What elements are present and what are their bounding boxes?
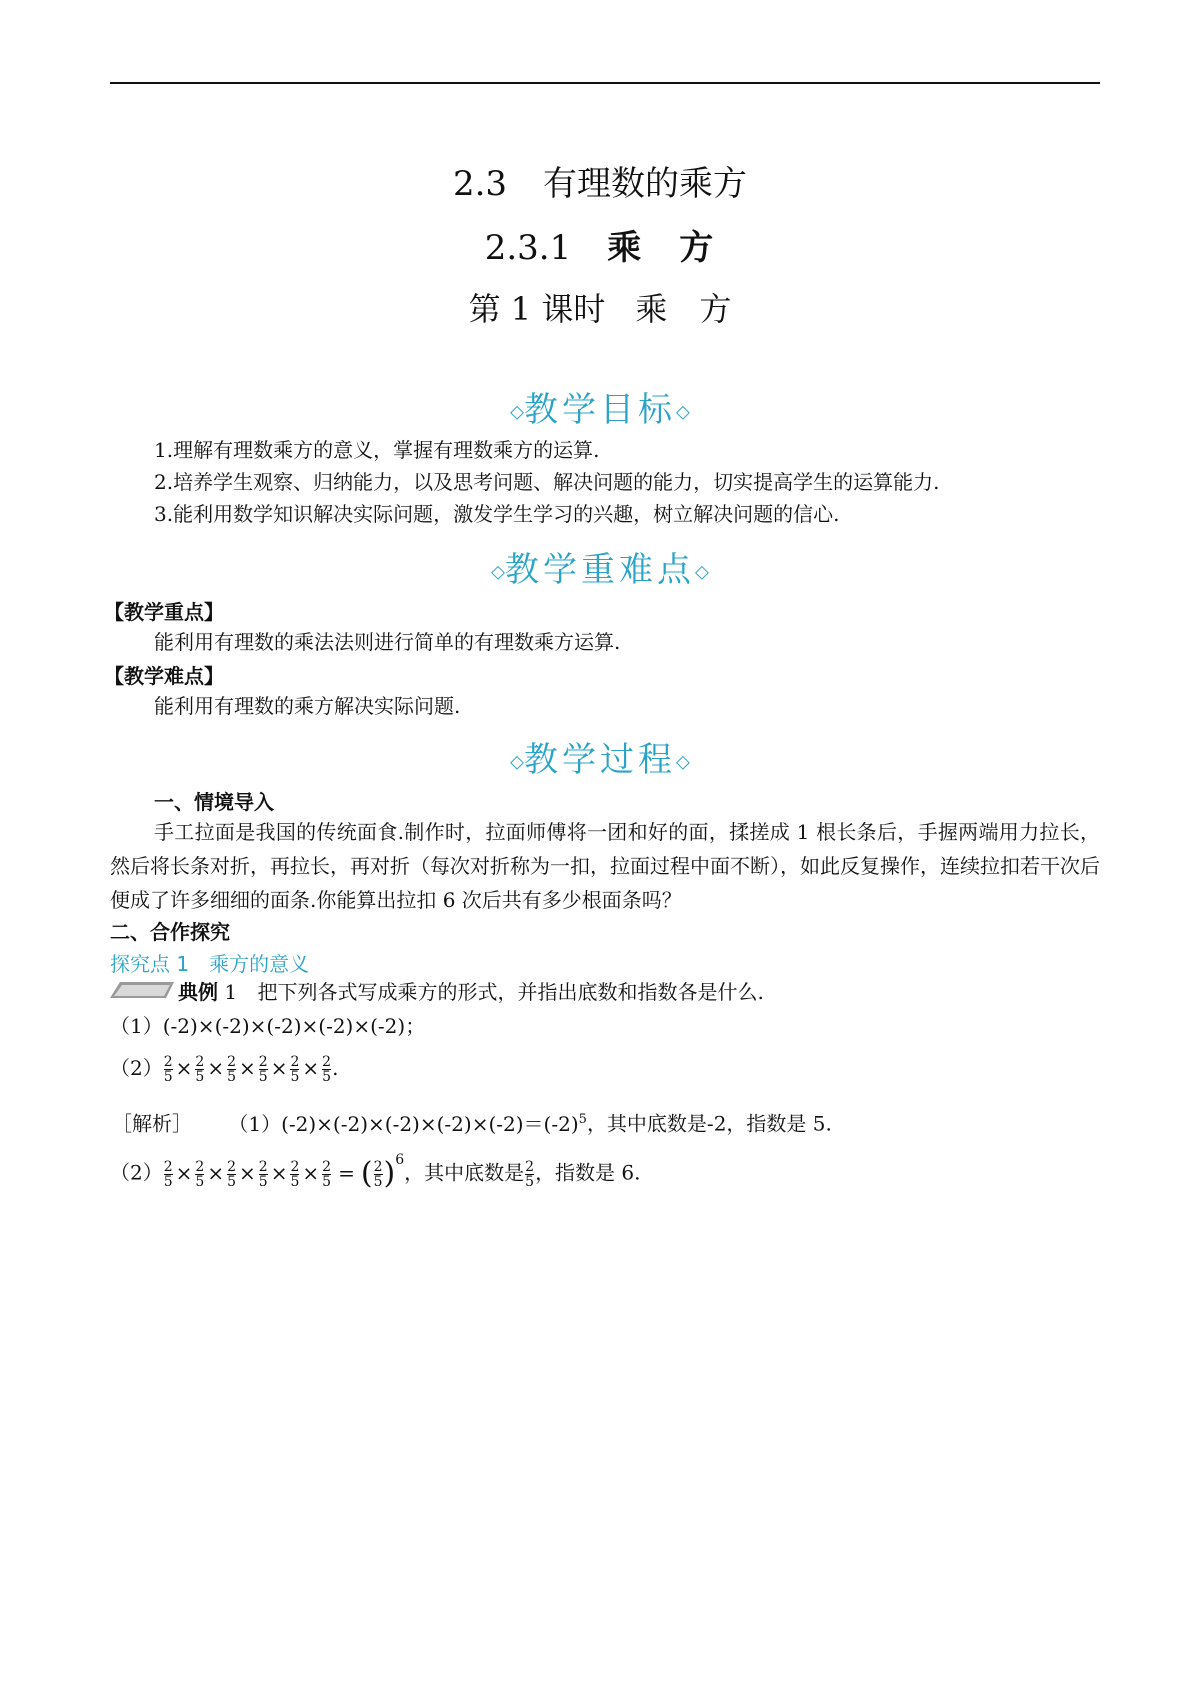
- part1-text: 手工拉面是我国的传统面食.制作时，拉面师傅将一团和好的面，揉搓成 1 根长条后，手握两端用力拉长，然后将长条对折，再拉长，再对折（每次对折称为一扣，拉面过程中面不断），如此反复操作，连续拉扣若干次后便成了许多细细的面条.你能算出拉扣 6 次后共有多少根面条吗？: [110, 820, 1100, 912]
- question-2: [110, 1050, 338, 1086]
- fraction: $\frac{2}{5}$: [290, 1158, 300, 1190]
- topic-heading: 探究点 1 乘方的意义: [110, 952, 310, 976]
- diamond-icon: ◇: [510, 401, 524, 423]
- diamond-icon: ◇: [510, 751, 524, 773]
- page-title: [0, 156, 1200, 205]
- example-number: 1: [224, 980, 238, 1004]
- example-line: [178, 978, 764, 1006]
- diamond-icon: ◇: [695, 561, 709, 583]
- section-process-title: 教学过程: [524, 740, 676, 780]
- title-text: 有理数的乘方: [543, 164, 748, 204]
- fraction: $\frac{2}{5}$: [258, 1158, 268, 1190]
- times-sign: ×: [302, 1056, 320, 1080]
- difficulty-label: 【教学难点】: [104, 664, 224, 688]
- focus-label: 【教学重点】: [104, 600, 224, 624]
- goal-3: 3.能利用数学知识解决实际问题，激发学生学习的兴趣，树立解决问题的信心.: [154, 502, 840, 526]
- diamond-icon: ◇: [491, 561, 505, 583]
- analysis-1-tail: ，其中底数是-2，指数是 5.: [586, 1111, 832, 1136]
- times-sign: ×: [239, 1160, 256, 1185]
- fraction: $\frac{2}{5}$: [290, 1054, 300, 1085]
- times-sign: ×: [175, 1056, 193, 1080]
- fraction: $\frac{2}{5}$: [373, 1158, 383, 1190]
- title-number: 2.3: [452, 164, 508, 204]
- diamond-icon: ◇: [676, 751, 690, 773]
- example-text: 把下列各式写成乘方的形式，并指出底数和指数各是什么.: [257, 980, 764, 1004]
- section-goals-title: 教学目标: [524, 390, 676, 430]
- question-1: （1）(-2)×(-2)×(-2)×(-2)×(-2)；: [110, 1014, 426, 1038]
- fraction: $\frac{2}{5}$: [227, 1158, 237, 1190]
- a2-tail: ，指数是 6.: [535, 1160, 641, 1185]
- part2-heading: 二、合作探究: [110, 920, 230, 944]
- fraction: $\frac{2}{5}$: [195, 1054, 205, 1085]
- a2-prefix: （2）: [110, 1160, 163, 1185]
- times-sign: ×: [175, 1160, 193, 1185]
- section-goals: [0, 382, 1200, 431]
- subtitle-number: 2.3.1: [484, 228, 572, 268]
- analysis-line-1: [112, 1106, 832, 1138]
- times-sign: ×: [302, 1160, 320, 1185]
- diamond-icon: ◇: [676, 401, 690, 423]
- lesson-title: [0, 284, 1200, 330]
- a2-exponent: 6: [395, 1152, 405, 1168]
- top-rule: [110, 82, 1100, 84]
- fraction: $\frac{2}{5}$: [163, 1054, 173, 1085]
- a2-mid: ，其中底数是: [404, 1160, 525, 1185]
- part1-heading: 一、情境导入: [154, 790, 274, 814]
- section-key-points-title: 教学重难点: [505, 550, 695, 590]
- times-sign: ×: [270, 1056, 288, 1080]
- fraction: $\frac{2}{5}$: [227, 1054, 237, 1085]
- difficulty-text: 能利用有理数的乘方解决实际问题.: [154, 694, 461, 718]
- section-process: [0, 732, 1200, 781]
- equals-sign: =: [338, 1160, 355, 1185]
- times-sign: ×: [270, 1160, 288, 1185]
- lesson-text: 乘 方: [635, 290, 732, 328]
- analysis-1-main: （1）(-2)×(-2)×(-2)×(-2)×(-2)＝(-2): [228, 1111, 579, 1136]
- goal-1: 1.理解有理数乘方的意义，掌握有理数乘方的运算.: [154, 438, 600, 462]
- subtitle-text: 乘 方: [607, 228, 716, 268]
- times-sign: ×: [239, 1056, 256, 1080]
- fraction: $\frac{2}{5}$: [322, 1054, 332, 1085]
- times-sign: ×: [207, 1160, 225, 1185]
- fraction: $\frac{2}{5}$: [195, 1158, 205, 1190]
- times-sign: ×: [207, 1056, 225, 1080]
- lesson-label: 第 1 课时: [468, 290, 606, 328]
- subtitle: [0, 220, 1200, 269]
- fraction: $\frac{2}{5}$: [258, 1054, 268, 1085]
- fraction: $\frac{2}{5}$: [322, 1158, 332, 1190]
- example-tag-icon: [110, 980, 174, 1000]
- fraction: $\frac{2}{5}$: [525, 1158, 535, 1190]
- example-label: 典例: [178, 980, 218, 1004]
- analysis-label: ［解析］: [112, 1111, 192, 1136]
- analysis-1-exponent: 5: [578, 1112, 587, 1127]
- goal-2: 2.培养学生观察、归纳能力，以及思考问题、解决问题的能力，切实提高学生的运算能力.: [154, 470, 940, 494]
- analysis-line-2: （2） $\frac{2}{5}$ × $\frac{2}{5}$ × $\frac{2}{5}$ × $\frac{2}{5}$ × $\frac{2}{5}$ × $\frac{2}{5}$ = ( $\frac{2}{5}$ )$^6$，其中底数是 $\frac{2}{5}$ ，指数是 6.: [110, 1152, 641, 1192]
- q2-prefix: （2）: [110, 1056, 163, 1080]
- focus-text: 能利用有理数的乘法法则进行简单的有理数乘方运算.: [154, 630, 621, 654]
- section-key-points: [0, 542, 1200, 591]
- q2-period: .: [332, 1056, 339, 1080]
- fraction: $\frac{2}{5}$: [163, 1158, 173, 1190]
